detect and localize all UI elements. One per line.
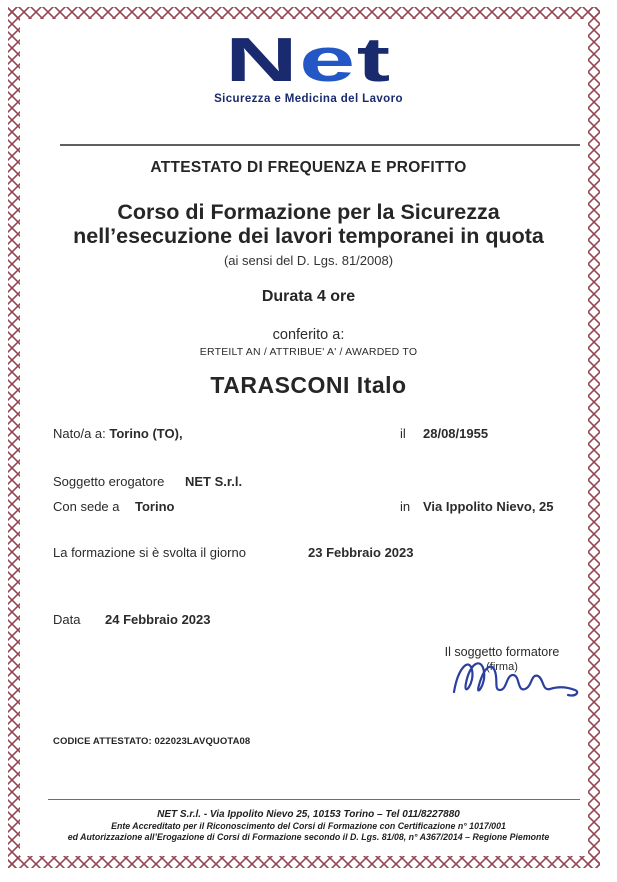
firma-label: (firma): [486, 661, 518, 673]
seat-address: Via Ippolito Nievo, 25: [423, 499, 554, 514]
training-day-label: La formazione si è svolta il giorno: [53, 545, 246, 560]
footer-authorization-line: ed Autorizzazione all’Erogazione di Corsi di Formazione secondo il D. Lgs. 81/08, n° A367/2014 – Regione Piemonte: [67, 832, 550, 842]
logo-letter-t: t: [356, 26, 392, 95]
course-title-line1: Corso di Formazione per la Sicurezza: [117, 200, 500, 224]
course-title-line2: nell’esecuzione dei lavori temporanei in quota: [73, 224, 544, 248]
issue-date-label: Data: [53, 612, 81, 627]
border-left: [8, 7, 20, 868]
course-duration: Durata 4 ore: [261, 288, 356, 305]
seat-value: Torino: [135, 499, 175, 514]
footer-company-line: NET S.r.l. - Via Ippolito Nievo 25, 10153 Torino – Tel 011/8227880: [157, 809, 460, 820]
provider-value: NET S.r.l.: [185, 474, 243, 489]
born-row: [53, 426, 183, 441]
born-label: Nato/a a:: [53, 426, 106, 441]
holder-name: TARASCONI Italo: [210, 372, 407, 398]
born-il-label: il: [400, 426, 406, 441]
signature-scribble: [446, 650, 584, 706]
signer-role-label: Il soggetto formatore: [444, 645, 560, 659]
born-date: 28/08/1955: [423, 426, 489, 441]
net-logo-wordmark: [225, 26, 392, 95]
header-divider: [60, 144, 580, 146]
logo-tagline: Sicurezza e Medicina del Lavoro: [214, 93, 403, 105]
certificate-code: CODICE ATTESTATO: 022023LAVQUOTA08: [53, 736, 251, 747]
seat-in-label: in: [400, 499, 411, 514]
training-date: 23 Febbraio 2023: [308, 545, 414, 560]
border-right: [588, 7, 600, 868]
issue-date-value: 24 Febbraio 2023: [105, 612, 211, 627]
net-logo: [0, 26, 617, 105]
border-top: [8, 7, 600, 19]
conferred-to-multilanguage: ERTEILT AN / ATTRIBUE' A' / AWARDED TO: [199, 346, 418, 358]
logo-letter-n: N: [225, 26, 300, 95]
certificate-title: ATTESTATO DI FREQUENZA E PROFITTO: [150, 159, 467, 176]
provider-label: Soggetto erogatore: [53, 474, 165, 489]
border-bottom: [8, 856, 600, 868]
footer-accreditation-line: Ente Accreditato per il Riconoscimento del Corsi di Formazione con Certificazione n° 1017/001: [111, 821, 506, 831]
logo-letter-e: e: [299, 26, 357, 95]
footer-divider: [48, 799, 580, 800]
seat-label: Con sede a: [53, 499, 120, 514]
born-value: Torino (TO),: [109, 426, 183, 441]
law-reference: (ai sensi del D. Lgs. 81/2008): [223, 253, 394, 268]
conferred-to-label: conferito a:: [272, 327, 345, 343]
